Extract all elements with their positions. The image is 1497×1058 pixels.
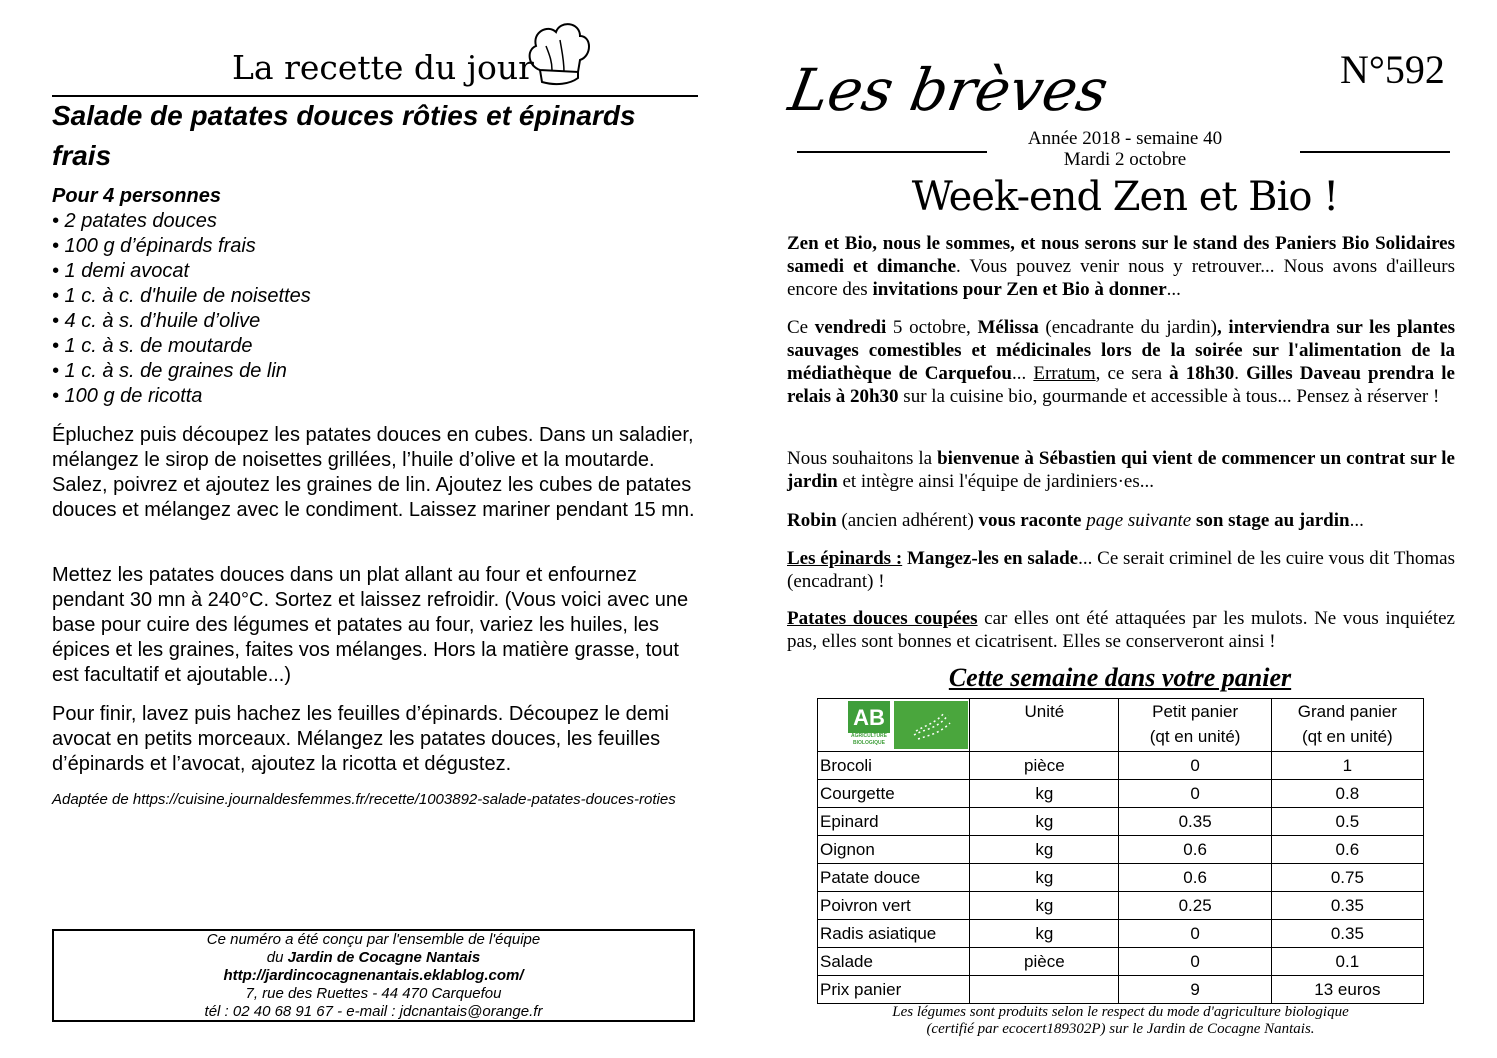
ingredient-item: • 2 patates douces: [52, 210, 217, 232]
ingredient-item: • 100 g de ricotta: [52, 385, 203, 407]
basket-table: [817, 698, 1424, 1004]
news-item: Zen et Bio, nous le sommes, et nous serons sur le stand des Paniers Bio Solidaires samedi et dimanche. Vous pouvez venir nous y retrouver... Nous avons d'ailleurs encore des invitations pour Zen et Bio à donner...: [787, 233, 1455, 300]
ingredient-item: • 1 demi avocat: [52, 260, 190, 282]
news-item: Ce vendredi 5 octobre, Mélissa (encadrante du jardin), interviendra sur les plantes sauvages comestibles et médicinales lors de la soirée sur l'alimentation de la médiathèque de Carquefou... Erratum, ce sera à 18h30. Gilles Daveau prendra le relais à 20h30 sur la cuisine bio, gourmande et accessible à tous... Pensez à réserver !: [787, 317, 1456, 407]
news-item: Robin (ancien adhérent) vous raconte page suivante son stage au jardin...: [787, 510, 1364, 531]
footnote: Les légumes sont produits selon le respect du mode d'agriculture biologique (certifié par ecocert189302P) sur le Jardin de Cocagne Nantais.: [892, 1004, 1349, 1037]
table-row: Courgette kg 0 0.8: [818, 780, 1424, 808]
table-row: Epinard kg 0.35 0.5: [818, 808, 1424, 836]
table-row: Radis asiatique kg 0 0.35: [818, 920, 1424, 948]
address: 7, rue des Ruettes - 44 470 Carquefou: [245, 985, 502, 1002]
basket-title: Cette semaine dans votre panier: [948, 663, 1292, 692]
recipe-title: Salade de patates douces rôties et épinards frais: [52, 100, 636, 171]
organization-name: Jardin de Cocagne Nantais: [287, 949, 481, 966]
news-item: Patates douces coupées car elles ont été attaquées par les mulots. Ne vous inquiétez pas, elles sont bonnes et cicatrisent. Elles se conserveront ainsi !: [787, 608, 1455, 652]
ingredient-item: • 1 c. à c. d'huile de noisettes: [52, 285, 311, 307]
table-row: Brocoli pièce 0 1: [818, 752, 1424, 780]
small-basket-header: Petit panier (qt en unité): [1119, 699, 1271, 752]
ingredients-list: [52, 184, 692, 409]
recipe-source: Adaptée de https://cuisine.journaldesfemmes.fr/recette/1003892-salade-patates-douces-roties: [52, 791, 676, 808]
table-row: Oignon kg 0.6 0.6: [818, 836, 1424, 864]
masthead-rule-left: [797, 151, 987, 153]
edition-year-week: Année 2018 - semaine 40: [1027, 128, 1223, 149]
recipe-step-2: Mettez les patates douces dans un plat allant au four et enfournez pendant 30 mn à 240°C. Sortez et laissez refroidir. (Vous voici avec une base pour cuire des légumes et patates au four, variez les huiles, les épices et les graines, faites vos mélanges. Hors la matière grasse, tout est facultatif et ajoutable...): [52, 564, 689, 686]
table-row: Salade pièce 0 0.1: [818, 948, 1424, 976]
credits-box: [52, 929, 695, 1022]
table-row: Patate douce kg 0.6 0.75: [818, 864, 1424, 892]
section-title: La recette du jour: [232, 48, 534, 87]
website-link[interactable]: http://jardincocagnenantais.eklablog.com/: [223, 967, 524, 984]
contact-line: tél : 02 40 68 91 67 - e-mail : jdcnantais@orange.fr: [204, 1003, 543, 1020]
edition-info: [990, 128, 1260, 170]
issue-number: N°592: [1340, 47, 1445, 92]
ingredient-item: • 1 c. à s. de moutarde: [52, 335, 253, 357]
ingredient-item: • 1 c. à s. de graines de lin: [52, 360, 287, 382]
recipe-step-1: Épluchez puis découpez les patates douces en cubes. Dans un saladier, mélangez le sirop de noisettes grillées, l’huile d’olive et la moutarde. Salez, poivrez et ajoutez les graines de lin. Ajoutez les cubes de patates douces et mélangez avec le condiment. Laissez mariner pendant 15 mn.: [52, 424, 695, 521]
ab-logo: AB AGRICULTURE BIOLOGIQUE: [848, 701, 890, 747]
news-item: Nous souhaitons la bienvenue à Sébastien qui vient de commencer un contrat sur le jardin et intègre ainsi l'équipe de jardiniers·es...: [787, 448, 1455, 492]
organic-logo-cell: [818, 699, 970, 752]
recipe-step-3: Pour finir, lavez puis hachez les feuilles d’épinards. Découpez le demi avocat en petits morceaux. Mélangez les patates douces, les feuilles d’épinards et l’avocat, ajoutez la ricotta et dégustez.: [52, 703, 670, 775]
masthead: Les brèves: [784, 56, 1114, 124]
masthead-rule-right: [1300, 151, 1450, 153]
eu-organic-leaf-icon: [894, 701, 968, 749]
chef-hat-icon: [522, 16, 594, 86]
unit-header: Unité: [970, 699, 1119, 752]
table-row-total: Prix panier 9 13 euros: [818, 976, 1424, 1004]
headline: Week-end Zen et Bio !: [911, 174, 1339, 220]
ingredient-item: • 4 c. à s. d’huile d’olive: [52, 310, 261, 332]
large-basket-header: Grand panier (qt en unité): [1271, 699, 1423, 752]
credits-line: du Jardin de Cocagne Nantais: [266, 949, 481, 966]
edition-date: Mardi 2 octobre: [1063, 149, 1187, 170]
table-header-row: [818, 699, 1424, 752]
table-row: Poivron vert kg 0.25 0.35: [818, 892, 1424, 920]
serves-label: Pour 4 personnes: [52, 185, 221, 207]
credits-line: Ce numéro a été conçu par l'ensemble de l'équipe: [206, 931, 541, 948]
news-item: Les épinards : Mangez-les en salade... Ce serait criminel de les cuire vous dit Thomas (encadrant) !: [787, 548, 1455, 592]
ingredient-item: • 100 g d’épinards frais: [52, 235, 256, 257]
